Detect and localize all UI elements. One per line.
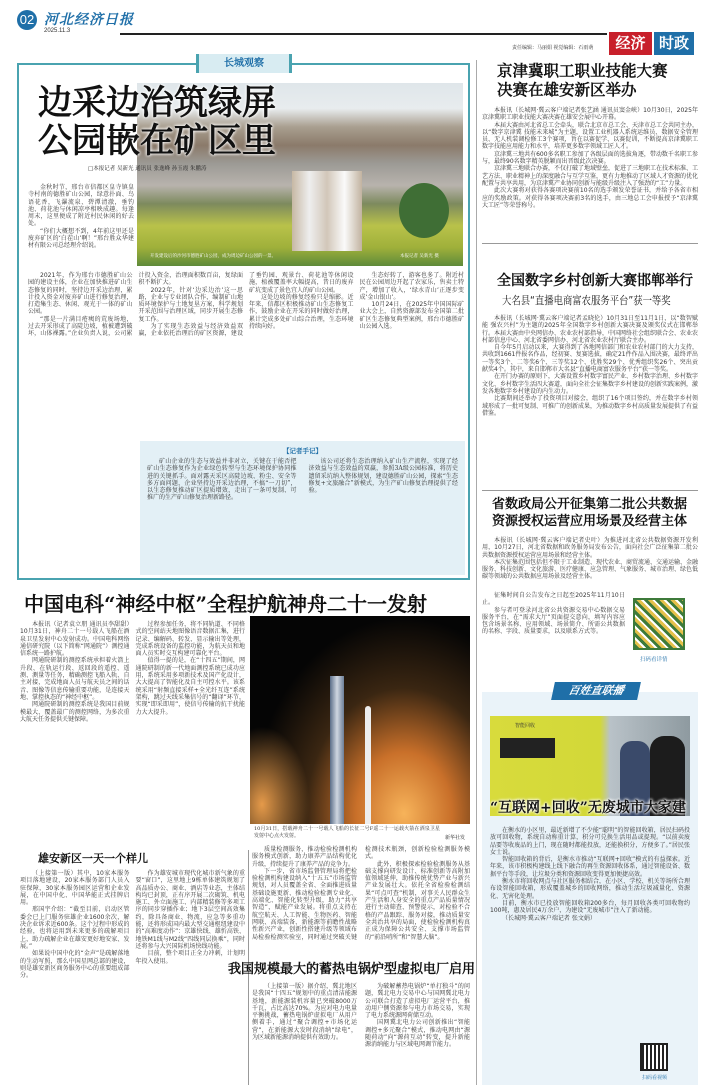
digital-village-body: 本报讯（长城网·冀云客户端记者孟晓伦）10月31日至11月1日，以“数智赋能 强农兴村”为主题的2025年全国数字乡村创新大赛决赛及颁奖仪式在邯郸举行。本届大赛由中央网信办、农业农村部指导，中国网络社会组织联合会、农业农村部信息中心、河北省委网信办、河北省农业农村厅联合主办。 自今年5月启动以来，大赛得到了各地网信部门和农业农村部门的大力支持，共收到1661件报名作品，经初赛、复赛选拔，确定21件作品入围决赛，最终评出一等奖3个、二等奖6个、三等奖12个、优胜奖29个、优秀组织奖26个、突出贡献奖4个。其中，来自邯郸市大名县“直播电商富农服务平台”获一等奖。 在开门办赛的原则下，大赛设置乡村数字富民产业、乡村数字治理、乡村数字文化、乡村数字生活四大赛道，面向全社会征集数字乡村建设的创新实践案例，激发各地数字乡村建设的内生动力。 比赛期间还举办了投资项目对接会，组织了16个项目签约，并在数字乡村领域形成了一批可复制、可推广的创新成果，为推动数字乡村高质量发展提供了有益借鉴。 <box>482 315 699 417</box>
reporter-note-box <box>140 441 465 575</box>
digital-village-headline: 全国数字乡村创新大赛邯郸举行 <box>497 273 693 289</box>
skills-contest-body: 本报讯（长城网·冀云客户端记者张艺涵 通讯员窦金峡）10月30日，2025年京津冀职工职业技能大赛决赛在雄安会展中心开幕。 本届大赛由河北省总工会牵头，联合北京市总工会、天津市总工会共同主办，以“数字京津冀 技能未来城”为主题，设置工业机器人系统运维员、数据安全管理员、无人机装调检修工3个赛项，旨在以赛促学、以赛促训，不断提高京津冀职工数字技能应用能力和水平，培养更多数字领域工匠人才。 京津冀三地共有600多名职工参加了各级层面的选拔角逐，带动数千名职工参与，最终90名数字精英脱颖而出晋级此次决赛。 京津冀三地联合办赛，不仅打破了地域壁垒，促进了三地职工在技术标准、工艺方法、职业精神上的深度融合与互学互鉴，更有力地推动了区域人才资源的优化配置与共享共用，为京津冀产业协同创新与能级升级注入了强劲的“工”力量。 此次大赛将对获得各赛项决赛前10名的选手颁发荣誉证书，并给予各省市相应的奖励政策。对获得各赛项决赛前3名的选手，由三地总工会申报授予“京津冀大工匠”等荣誉称号。 <box>482 107 699 209</box>
exhaust-plume-left <box>250 726 310 824</box>
feature-lead: 金秋时节，邢台市信都区皇寺镇皇寺村南的德胜矿山公园，绿意扑面、鸟语花香，飞瀑流泉、碧潭清澈，垂钓池、荷花池与休闲凉亭相映成趣。每逢周末，这里便成了附近村民休闲的好去处。 “你们大概想不到，4年前这里还是废弃矿区的‘白茬山’啊！”邢台胜众华建材有限公司总经理介绍说。 <box>28 184 134 250</box>
reporter-note-body: 矿山企业的生态与效益并非对立，关键在于能否把矿山生态修复作为企业绿色转型与生态环境保护协同推进的关键抓手。面对露天采区高陡边坡、粉尘、安全等多方面问题，企业坚持边开采边治理，不搞“一刀切”，以生态修复推动矿区提质增效，走出了一条可复制、可推广的生产矿山修复治理新路径。 该公司还将生态治理纳入矿山生产流程，实现了经济效益与生态效益的双赢，参照3A级公园标准，将历史遗留采坑纳入整体规划，建设德胜矿山公园，探索“生态修复+文旅融合”新模式，为生产矿山修复治理提供了经验。 <box>147 458 458 502</box>
launch-tower <box>330 676 344 824</box>
waterfall <box>292 171 362 251</box>
feature-byline: □本报记者 吴新光 通讯员 张逸峰 孙玉霞 朱鹏涛 <box>88 166 207 172</box>
divider <box>482 243 698 244</box>
issue-date: 2025.11.3 <box>44 28 71 34</box>
divider <box>482 490 698 491</box>
feature-photo-credit: 本报记者 吴新光 摄 <box>400 254 439 259</box>
video-qr-code[interactable] <box>640 1043 668 1071</box>
rocket <box>365 706 371 824</box>
xiongan-headline: 雄安新区一天一个样儿 <box>38 852 148 865</box>
right-column-divider <box>476 60 477 1085</box>
section-label-politics: 时政 <box>654 32 694 55</box>
public-data-body-top: 本报讯（长城网·冀云客户端记者史叶）为推进河北省公共数据资源开发利用，10月27日，河北省数据和政务服务局发布公告，面向社会广泛征集第二批公共数据资源授权运营应用场景和经营主体。 本次征集范围包括但不限于工业制造、现代农业、商贸流通、交通运输、金融服务、科技创新、文化旅游、医疗健康、应急管理、气象服务、城市治理、绿色低碳等领域的公共数据应用场景及经营主体。 <box>482 537 699 581</box>
tree <box>399 183 449 238</box>
cetc-body: 本报讯（记者袁立朋 通讯员李甜甜）10月31日，神舟二十一号载人飞船在酒泉卫星发射中心发射成功。中国电科网络通信研究院（以下简称“网通院”）测控通信系统一路护航。 网通院研制的测控系统承担着火箭上升段、在轨运行段、返回段的遥控、遥测、测量等任务，精确测控飞船入轨、自主对接，完成地面人员与航天员之间的话音、图像等信息传输重要功能，是连接天地、掌控执态的“神经中枢”。 网通院研制的测控系统是我国目前规模最大、覆盖最广的测控网络，为多次重大航天任务提供关键保障。 过程参加任务，将不同轨道、不同格式的空间站天地图像语音数据汇集，进行记录、编解码、转发、显示输出等处理，完成系统设备的监控功能，为航天员和地面人员实时交互构建可靠化平台。 值得一提的是，在“十四五”期间，网通院研制的新一代地面测控系统已成功应用，系统采用多项新技术及国产化设计，大大提高了智能化及自主可控水平。该系统采用“射频直接采样+全光纤互连”系统架构，跳过天线采集信号的“翻译”环节，实现“即采即用”，使信号传输的抗干扰能力大大提升。 <box>20 621 245 723</box>
recycling-headline: “互联网+回收”无废城市大家建 <box>490 800 686 816</box>
section-label-economy: 经济 <box>609 32 652 55</box>
feature-photo-caption: 开发建设后的沙河市德胜矿山公园，成为周边矿山公园的一景。 <box>150 254 276 259</box>
virtual-power-plant-headline: 我国规模最大的蓄热电锅炉型虚拟电厂启用 <box>228 962 476 977</box>
column-tag-banner: 百姓直联播 <box>551 682 641 700</box>
skills-contest-headline: 京津冀职工职业技能大赛 决赛在雄安新区举办 <box>497 61 668 99</box>
video-qr-caption: 扫码看视频 <box>642 1075 668 1081</box>
recycling-body: 在衡水的小区里，最近新增了不少能“聪明”的智能回收箱，居民扫码投放可回收物，系统自动称重计算，积分可兑换生活用品或提现。“以前卖废品要等收废品的上门，现在随时都能投放，还能换积分，方便多了。”居民张女士说。 智能回收箱的背后，是衡水市推动“互联网+回收”模式的有益探索。近年来，该市积极构建线上线下融合的再生资源回收体系，通过智能设备、数据平台等手段，让垃圾分类和资源回收变得更加便捷高效。 衡水市将回收网点与社区服务相结合，在小区、学校、机关等场所合理布设智能回收箱，形成覆盖城乡的回收网络，推动生活垃圾减量化、资源化、无害化处理。 目前，衡水市已投放智能回收箱200多台，每月回收各类可回收物约100吨，惠及居民4万余户，为建设“无废城市”注入了新动能。 （长城网·冀云客户端记者 张文娟） <box>490 827 690 922</box>
machine-screen <box>500 738 555 758</box>
rocket-launch-photo <box>250 616 470 824</box>
cetc-headline: 中国电科“神经中枢”全程护航神舟二十一发射 <box>24 592 428 616</box>
machine-label: 智能回收 <box>515 723 536 729</box>
feature-body: 2021年，作为邢台市德胜矿山公园的建设主体，企业在加快推进矿山生态修复的同时，坚持边开采边治理，累计投入资金对废弃矿山进行修复治理，打造集生态、休闲、观光于一体的矿山公园。 “那是一片满目疮痍的荒废场地，过去开采形成了高陡边坡，植被遭到破坏，山体裸露。”企业负责人说，公司累计投入资金，治理面积数百亩，复绿面积不断扩大。 2022年，针对‘边采边治’这一思路，企业与专业团队合作，编制矿山地质环境保护与土地复垦方案，科学规划开采范围与治理区域，同步开展生态修复工作。 为了实现生态效益与经济效益双赢，企业依托治理后的矿区资源，建设了垂钓园、观景台、荷花池等休闲设施，植被覆盖率大幅提高，昔日的废弃矿坑变成了景色宜人的矿山公园。 这处边坡的修复经验只是缩影。近年来，信都区积极推动矿山生态修复工作，鼓励企业在开采的同时做好治理，累计完成多处矿山综合治理，生态环境持续向好。 生态好转了，游客也多了。附近村民在公园周边开起了农家乐，售卖土特产，增加了收入，‘绿水青山’正逐步变成‘金山银山’。 10月24日，在2025年中国国际矿业大会上，自然资源部发布全国第二批矿区生态修复典型案例，邢台市德胜矿山公园入选。 <box>28 272 464 338</box>
header-rule <box>120 33 607 35</box>
qr-caption: 扫码看详情 <box>640 657 668 663</box>
public-data-body-bottom: 征集时间自公告发布之日起至2025年11月10日止。 参与者可登录河北省公共资源交易中心数据交易服务平台，在“需求大厅”页面提交意向，填写内容应包含场景名称、应用领域、场景简介、所需公共数据的名称、字段、质量要求，以及联系方式等。 <box>482 592 625 636</box>
reporter-note-title: 【记者手记】 <box>283 447 322 455</box>
rocket-photo-caption: 10月31日，搭载神舟二十一号载人飞船的长征二号F遥二十一运载火箭在酒泉卫星发射中心点火发射。 <box>254 826 440 839</box>
digital-village-subhead: 大名县“直播电商富农服务平台”获一等奖 <box>502 294 671 307</box>
feature-column-tag: 长城观察 <box>196 54 292 73</box>
page-number-badge: 02 <box>17 10 37 30</box>
feature-headline: 边采边治筑绿屏 公园嵌在矿区里 <box>38 83 276 161</box>
market-supervision-body: 质量检测服务，推动检验检测机构服务模式创新，助力康养产品结构优化升级，持续提升了康养产品的竞争力。 下一步，省市场监督管理局将把检验检测机构建设纳入“十五五”市场监管规划，对人员覆盖全省、全面推进质量基础设施更新、推动检验检测专业化、高端化、智能化转型升级，助力“共享智造”，赋能产业发展。将重点支持在航空航天、人工智能、生物医药、智能网联、高端装备、新能源等前瞻性战略性新兴产业，创新性搭建升级等领域布局检验检测实验室，同时通过突破关键检测技术瓶颈，创新检验检测服务模式。 此外，积极探索检验检测服务从基础支撑向研发设计、标准创新等高附加值领域延伸，助推传统优势产业与新兴产业发展壮大。依托全省检验检测结果“可点可查”机制，对事关人民群众生产生活和人身安全的重点产品质量情况进行主动筛查、预警提示，对检验不合格的产品跟踪、服务对接，推动质量安全共治共享的局面，使检验检测机构真正成为保障公共安全、支撑市场监管的“前沿哨所”和“智慧大脑”。 <box>252 846 470 941</box>
masthead-logo: 河北经济日报 <box>44 12 134 28</box>
virtual-power-plant-body: （上接第一版）据介绍，冀北地区是我国“十四五”规划中的重点清洁能源基地，新能源装机容量已突破8000万千瓦，占比高达70%。为应对电力电量平衡挑战，蓄热电锅炉虚拟电厂从用户侧着手，通过“聚合调控+市场化运营”，在新能源大发时段消纳“绿电”，为区域新能源消纳提供有效助力。 为破解蓄热电锅炉“单打独斗”的问题，冀北电力交易中心与国网冀北电力公司联合打造了虚拟电厂运营平台，推动用户侧资源参与电力市场交易，实现了电力系统源网荷储互动。 国网冀北电力公司创新推出“智能调控+多元聚合”模式，推动电网由“源随荷动”向“源荷互动”转变，提升新能源消纳能力与区域电网调节能力。 <box>252 983 470 1049</box>
xiongan-body: （上接第一版）其中，10家本服务项目落地建设，20家本服务部门人员入驻保障，30家本服务园区运营和企业发展，在中国中化、中国华能正式挂牌启用。 邢国宇介绍：“截至目前，启动区管委会已上门服务驻雄企业1600余次，解决企业诉求近600条。这个过程中形成的经验，也将运用到未来更多的疏解项目上，助力疏解企业在雄安更好地安家、发展。” 如果说中国中化的“金声”是疏解落地的生动写照，那么中国星网总部的建设，则是雄安新区商务服务中心的重要组成部分。 作为雄安城市现代化城市新气象的重要“窗口”，这里地上9栋单体建筑规划了高品质办公、商业、酒店等业态，主体结构均已封顶，正有序开展二次砌筑、机电施工、外立面施工、内部精装修等多项工序的同步穿插作业；地下3层空间高效集约，除具备商业、物流、应急等多重功能，还将形成国内最大型交通枢纽建设中的“高难度动作”：京雄快线、雄忻高铁、地铁M1线与M2线“四线同层换乘”，同时还将参与大兴国际机场快线功能。 目前，整个项目正全力冲刺，计划明年投入使用。 <box>20 870 245 980</box>
editor-credits: 责任编辑：马丽娟 视觉编辑：石雨萌 <box>512 45 594 51</box>
rocket-photo-credit: 新华社发 <box>445 835 466 841</box>
qr-code[interactable] <box>633 598 685 650</box>
public-data-headline: 省数政局公开征集第二批公共数据 资源授权运营应用场景及经营主体 <box>492 497 688 529</box>
